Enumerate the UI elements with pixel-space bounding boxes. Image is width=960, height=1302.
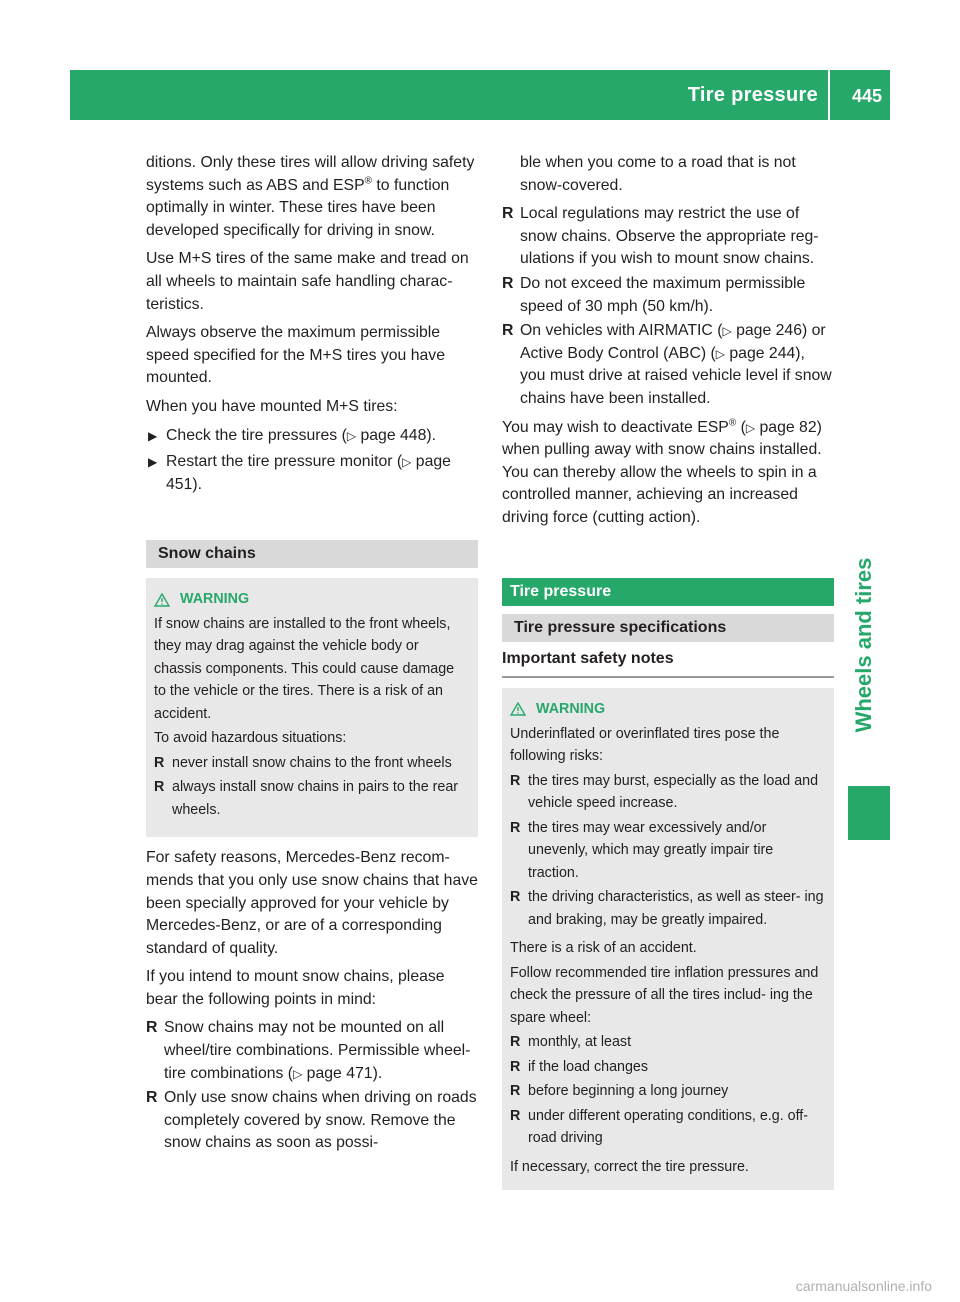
paragraph: Always observe the maximum permissible speed specified for the M+S tires you have mounted. [146,324,445,387]
warning-title: WARNING [180,591,250,608]
bullet-icon: R [154,754,165,771]
text: the tires may burst, especially as the load and vehicle speed increase. [528,772,819,812]
page-ref-link[interactable]: page 451). [166,453,451,493]
bullet-icon: R [510,1058,521,1075]
list-item [154,776,470,821]
page-ref-link[interactable]: page 246) or Active Body Control (ABC) ( [520,322,826,362]
warning-text: Follow recommended tire inflation pressures and check the pressure of all the tires includ- ing the spare wheel: [510,964,819,1026]
action-arrow-icon: ▶ [148,455,158,470]
text: Local regulations may restrict the use of snow chains. Observe the appropriate reg- ulations if you wish to mount snow chains. [520,205,819,268]
warning-text: If snow chains are installed to the front wheels, they may drag against the vehicle body or chassis components. This could cause damage to the vehicle or the tires. There is a risk of an accident. [154,615,455,722]
subheading: Important safety notes [502,642,834,679]
side-tab [838,530,890,760]
list-item [510,1056,826,1079]
list-item [510,1080,826,1103]
text: if the load changes [528,1058,649,1075]
text: ( [736,418,746,436]
text: monthly, at least [528,1034,632,1051]
text: the tires may wear excessively and/or unevenly, which may greatly impair tire traction. [528,819,774,881]
text: Check the tire pressures ( [166,426,347,444]
warning-text: If necessary, correct the tire pressure. [510,1158,749,1175]
paragraph: When you have mounted M+S tires: [146,397,398,415]
text: never install snow chains to the front wheels [172,754,452,771]
list-item [502,203,834,271]
bullet-icon: R [510,1083,521,1100]
warning-text: To avoid hazardous situations: [154,730,347,747]
bullet-icon: R [502,274,514,292]
bullet-list [146,1017,478,1155]
paragraph: Use M+S tires of the same make and tread on all wheels to maintain safe handling charac- teristics. [146,250,469,313]
page-number: 445 [851,86,882,106]
header-title: Tire pressure [687,84,818,106]
subsection-heading: Tire pressure specifications [502,614,834,642]
warning-icon [154,593,170,607]
paragraph: If you intend to mount snow chains, please bear the following points in mind: [146,968,445,1008]
warning-box [146,578,478,837]
list-item [146,1087,478,1155]
text: Restart the tire pressure monitor ( [166,453,403,471]
text: the driving characteristics, as well as steer- ing and braking, may be greatly impaired. [528,889,824,928]
text: always install snow chains in pairs to the rear wheels. [172,779,459,818]
bullet-icon: R [502,322,514,340]
paragraph: ble when you come to a road that is not snow-covered. [520,154,796,194]
bullet-list [502,203,834,410]
page-ref-icon: ▷ [346,428,357,443]
text: under different operating conditions, e.g. off-road driving [528,1107,809,1147]
warning-title: WARNING [536,701,606,718]
list-item [510,770,826,815]
page-ref-icon: ▷ [722,324,732,339]
section-heading: Snow chains [146,540,478,568]
page-ref-icon: ▷ [715,346,725,361]
bullet-icon: R [510,889,521,906]
list-item [146,1017,478,1085]
paragraph [502,417,834,530]
list-item [510,1031,826,1054]
left-column [146,152,478,1161]
page-ref-link[interactable]: page 82) when pulling away with snow chains installed. You can thereby allow the wheels to spin in a controlled manner, achieving an increased driving force (cutting action). [502,418,822,526]
warning-icon [510,702,526,716]
text: before beginning a long journey [528,1083,729,1100]
warning-box [502,688,834,1190]
list-item [502,320,834,410]
bullet-icon: R [154,779,165,796]
header-divider [828,70,830,120]
warning-header [510,698,826,721]
page-ref-link[interactable]: page 244), you must drive at raised vehicle level if snow chains have been installed. [520,344,832,407]
text: Only use snow chains when driving on roads completely covered by snow. Remove the snow chains as soon as possi- [164,1089,477,1152]
side-tab-marker [848,786,890,840]
footer-watermark: carmanualsonline.info [795,1278,932,1294]
warning-header [154,588,470,611]
text: You may wish to deactivate ESP [502,418,729,436]
warning-list [510,770,826,932]
list-item [510,886,826,931]
bullet-icon: R [510,1107,521,1124]
header-bar [70,70,890,120]
text: ditions. Only these tires will allow driving safety systems such as ABS and ESP [146,154,475,194]
paragraph [146,152,478,242]
action-item [146,425,478,448]
warning-list [154,752,470,822]
bullet-icon: R [146,1089,158,1107]
bullet-icon: R [510,819,521,836]
page-ref-link[interactable]: page 448). [356,426,437,444]
text: Do not exceed the maximum permissible speed of 30 mph (50 km/h). [520,274,806,315]
bullet-icon: R [510,1034,521,1051]
warning-list [510,1031,826,1150]
section-heading: Tire pressure [502,578,834,606]
registered-mark: ® [728,417,737,429]
action-list [146,425,478,497]
warning-text: Underinflated or overinflated tires pose the following risks: [510,725,780,765]
text: Snow chains may not be mounted on all wheel/tire combinations. Permissible wheel-tire combinations ( [164,1019,471,1082]
list-item [510,817,826,885]
list-item [154,752,470,775]
page-ref-icon: ▷ [745,420,756,435]
warning-text: There is a risk of an accident. [510,940,697,957]
bullet-icon: R [510,772,521,789]
bullet-icon: R [502,205,514,223]
page-ref-link[interactable]: page 471). [302,1064,383,1082]
right-column [502,152,834,1190]
page-ref-icon: ▷ [402,455,412,470]
list-item [510,1105,826,1150]
paragraph: For safety reasons, Mercedes-Benz recom- mends that you only use snow chains that have been specially approved for your vehicle by Mercedes-Benz, or are of a corresponding standard of quality. [146,849,478,957]
bullet-icon: R [146,1019,158,1037]
list-item [502,273,834,318]
registered-mark: ® [364,175,373,187]
action-item [146,451,478,496]
text: to function optimally in winter. These tires have been developed specifically for driving in snow. [146,176,450,239]
side-tab-label: Wheels and tires [851,557,876,733]
page-ref-icon: ▷ [293,1066,303,1081]
text: On vehicles with AIRMATIC ( [520,322,723,340]
action-arrow-icon: ▶ [148,428,158,443]
